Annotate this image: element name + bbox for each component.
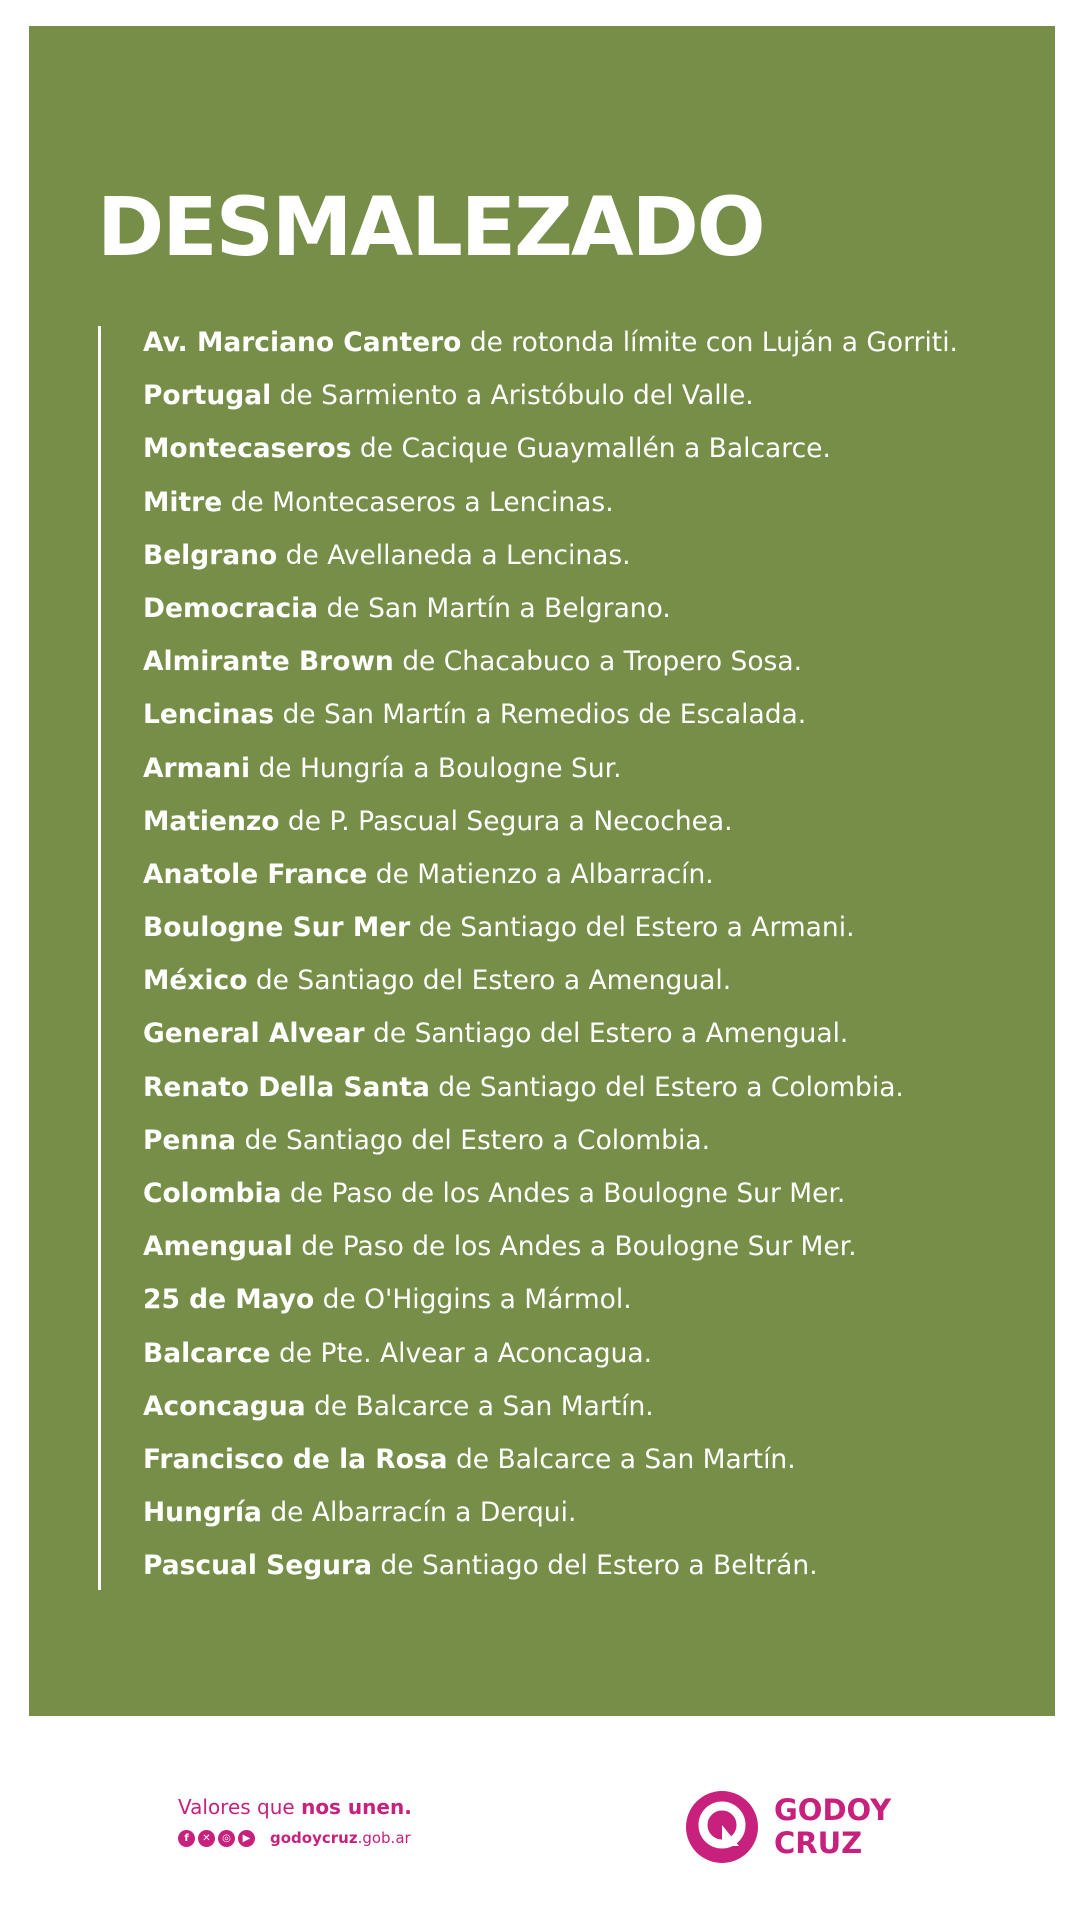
list-item bbox=[143, 1227, 1023, 1280]
list-item bbox=[143, 429, 1023, 482]
street-route: de Hungría a Boulogne Sur. bbox=[250, 752, 622, 784]
list-item bbox=[143, 1440, 1023, 1493]
street-route: de O'Higgins a Mármol. bbox=[314, 1284, 632, 1316]
street-route: de Paso de los Andes a Boulogne Sur Mer. bbox=[281, 1178, 846, 1209]
street-name: 25 de Mayo bbox=[143, 1284, 315, 1316]
list-item bbox=[143, 961, 1023, 1014]
list-item bbox=[143, 1546, 1023, 1599]
page-title: DESMALEZADO bbox=[97, 181, 764, 275]
list-divider bbox=[98, 326, 101, 1590]
street-name: Montecaseros bbox=[143, 433, 352, 465]
tagline-regular: Valores que bbox=[178, 1795, 302, 1819]
street-route: de Santiago del Estero a Beltrán. bbox=[371, 1550, 818, 1582]
list-item bbox=[143, 1121, 1023, 1174]
footer-slogan bbox=[178, 1795, 412, 1847]
street-route: de Santiago del Estero a Armani. bbox=[410, 912, 855, 944]
list-item bbox=[143, 1280, 1023, 1333]
street-name: Pascual Segura bbox=[143, 1550, 372, 1582]
street-route: de Balcarce a San Martín. bbox=[305, 1390, 654, 1422]
street-route: de Cacique Guaymallén a Balcarce. bbox=[351, 433, 831, 465]
youtube-icon[interactable]: ▶ bbox=[238, 1830, 255, 1847]
list-item bbox=[143, 1493, 1023, 1546]
godoy-cruz-logo bbox=[685, 1790, 925, 1870]
list-item bbox=[143, 589, 1023, 642]
x-icon[interactable]: ✕ bbox=[198, 1830, 215, 1847]
street-route: de Pte. Alvear a Aconcagua. bbox=[270, 1337, 653, 1369]
facebook-icon[interactable]: f bbox=[178, 1830, 195, 1847]
street-name: Penna bbox=[143, 1124, 237, 1156]
street-route: de Santiago del Estero a Colombia. bbox=[236, 1124, 711, 1156]
street-route: de Santiago del Estero a Amengual. bbox=[364, 1018, 849, 1050]
logo-line-1: GODOY bbox=[774, 1793, 892, 1827]
logo-line-2: CRUZ bbox=[774, 1826, 863, 1860]
street-name: Portugal bbox=[143, 380, 272, 412]
street-name: México bbox=[143, 965, 248, 997]
street-name: Francisco de la Rosa bbox=[143, 1443, 448, 1475]
list-item bbox=[143, 1334, 1023, 1387]
street-name: Anatole France bbox=[143, 858, 368, 890]
list-item bbox=[143, 1068, 1023, 1121]
street-name: Matienzo bbox=[143, 805, 280, 837]
list-item bbox=[143, 908, 1023, 961]
list-item bbox=[143, 483, 1023, 536]
street-route: de Balcarce a San Martín. bbox=[447, 1443, 796, 1475]
street-name: Aconcagua bbox=[143, 1390, 306, 1422]
list-item bbox=[143, 323, 1023, 376]
list-item bbox=[143, 536, 1023, 589]
street-name: Lencinas bbox=[143, 699, 275, 731]
street-route: de Santiago del Estero a Amengual. bbox=[247, 965, 732, 997]
list-item bbox=[143, 802, 1023, 855]
street-name: Colombia bbox=[143, 1178, 282, 1209]
street-name: General Alvear bbox=[143, 1018, 365, 1050]
tagline bbox=[178, 1795, 412, 1819]
street-route: de Sarmiento a Aristóbulo del Valle. bbox=[271, 380, 754, 412]
street-name: Belgrano bbox=[143, 539, 278, 571]
street-route: de Santiago del Estero a Colombia. bbox=[429, 1071, 904, 1103]
list-item bbox=[143, 1014, 1023, 1067]
street-route: de San Martín a Belgrano. bbox=[318, 592, 671, 624]
street-route: de Matienzo a Albarracín. bbox=[367, 858, 714, 890]
tagline-bold: nos unen. bbox=[301, 1795, 412, 1819]
street-list bbox=[143, 323, 1023, 1600]
street-name: Boulogne Sur Mer bbox=[143, 912, 411, 944]
list-item bbox=[143, 376, 1023, 429]
street-route: de P. Pascual Segura a Necochea. bbox=[279, 805, 733, 837]
street-name: Democracia bbox=[143, 592, 319, 624]
logo-wordmark bbox=[774, 1794, 891, 1860]
website-link[interactable] bbox=[270, 1829, 411, 1847]
street-name: Balcarce bbox=[143, 1337, 271, 1369]
street-name: Hungría bbox=[143, 1497, 262, 1529]
list-item bbox=[143, 749, 1023, 802]
street-name: Amengual bbox=[143, 1231, 293, 1263]
street-route: de Paso de los Andes a Boulogne Sur Mer. bbox=[292, 1231, 857, 1263]
street-name: Armani bbox=[143, 752, 251, 784]
street-route: de Montecaseros a Lencinas. bbox=[222, 486, 614, 518]
logo-pin-icon bbox=[685, 1790, 759, 1866]
street-name: Mitre bbox=[143, 486, 223, 518]
street-route: de rotonda límite con Luján a Gorriti. bbox=[461, 327, 958, 358]
list-item bbox=[143, 1174, 1023, 1227]
list-item bbox=[143, 695, 1023, 748]
street-route: de Avellaneda a Lencinas. bbox=[277, 539, 631, 571]
street-name: Almirante Brown bbox=[143, 646, 394, 678]
street-name: Av. Marciano Cantero bbox=[143, 327, 462, 358]
list-item bbox=[143, 855, 1023, 908]
website-bold: godoycruz bbox=[270, 1829, 358, 1847]
list-item bbox=[143, 642, 1023, 695]
list-item bbox=[143, 1387, 1023, 1440]
street-route: de Chacabuco a Tropero Sosa. bbox=[393, 646, 802, 678]
social-row bbox=[178, 1829, 412, 1847]
instagram-icon[interactable]: ◎ bbox=[218, 1830, 235, 1847]
street-name: Renato Della Santa bbox=[143, 1071, 430, 1103]
street-route: de Albarracín a Derqui. bbox=[261, 1497, 577, 1529]
website-regular: .gob.ar bbox=[357, 1829, 411, 1847]
street-route: de San Martín a Remedios de Escalada. bbox=[274, 699, 807, 731]
